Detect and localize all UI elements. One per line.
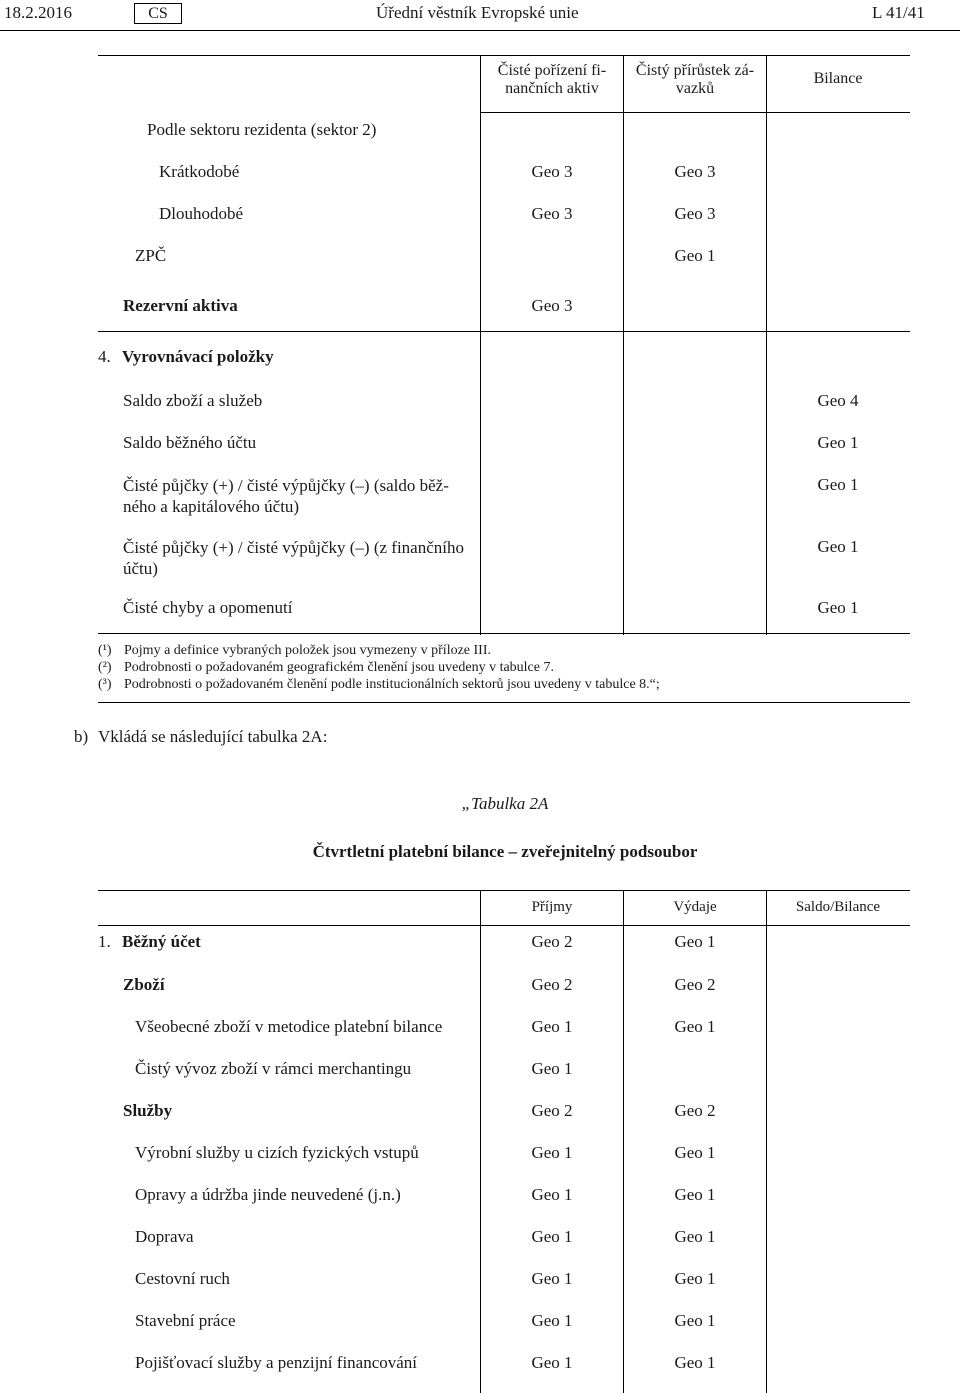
section-rule	[98, 331, 910, 332]
cell-value: Geo 1	[817, 433, 859, 452]
cell-value: Geo 2	[674, 975, 716, 994]
row-label: Pojišťovací služby a penzijní financování	[135, 1353, 418, 1372]
cell-value: Geo 1	[531, 1269, 573, 1288]
cell-value: Geo 2	[531, 1101, 573, 1120]
cell-value: Geo 1	[674, 1353, 716, 1372]
header-underline	[98, 925, 910, 926]
column-header-receipts: Příjmy	[531, 899, 573, 915]
table-top-rule	[98, 55, 910, 56]
column-header-liabilities: Čistý přírůstek zá- vazků	[635, 62, 755, 97]
cell-value: Geo 1	[674, 1017, 716, 1036]
cell-value: Geo 1	[817, 475, 859, 494]
footnote-mark: (³)	[98, 677, 112, 692]
row-label: Cestovní ruch	[135, 1269, 230, 1288]
table-label: „Tabulka 2A	[461, 794, 549, 813]
cell-value: Geo 3	[674, 162, 716, 181]
row-label-bold: Zboží	[123, 975, 165, 994]
language-badge: CS	[134, 3, 182, 24]
instruction-text: Vkládá se následující tabulka 2A:	[98, 727, 328, 746]
cell-value: Geo 1	[674, 1185, 716, 1204]
footnote-mark: (²)	[98, 660, 112, 675]
cell-value: Geo 1	[817, 537, 859, 556]
cell-value: Geo 2	[531, 932, 573, 951]
footnote-text: Podrobnosti o požadovaném geografickém členění jsou uvedeny v tabulce 7.	[124, 660, 554, 675]
row-label: Krátkodobé	[159, 162, 240, 181]
row-label: Opravy a údržba jinde neuvedené (j.n.)	[135, 1185, 401, 1204]
cell-value: Geo 1	[674, 1269, 716, 1288]
row-label: Všeobecné zboží v metodice platební bilance	[135, 1017, 443, 1036]
cell-value: Geo 2	[674, 1101, 716, 1120]
cell-value: Geo 1	[674, 1311, 716, 1330]
column-divider	[623, 55, 624, 635]
cell-value: Geo 1	[674, 932, 716, 951]
row-label-bold: Rezervní aktiva	[123, 296, 238, 315]
page-number: L 41/41	[872, 3, 925, 22]
section-title: Vyrovnávací položky	[122, 347, 274, 366]
section-number: 4.	[98, 347, 111, 366]
row-label-bold: Služby	[123, 1101, 173, 1120]
column-header-acquisition: Čisté pořízení fi- nančních aktiv	[497, 62, 607, 97]
cell-value: Geo 1	[817, 598, 859, 617]
instruction-marker: b)	[74, 727, 89, 746]
row-label: Saldo zboží a služeb	[123, 391, 263, 410]
header-date: 18.2.2016	[4, 3, 72, 22]
row-label: Stavební práce	[135, 1311, 236, 1330]
cell-value: Geo 4	[817, 391, 859, 410]
row-label: Doprava	[135, 1227, 194, 1246]
column-divider	[480, 55, 481, 635]
table-top-rule	[98, 890, 910, 891]
row-label: Dlouhodobé	[159, 204, 244, 223]
cell-value: Geo 1	[531, 1059, 573, 1078]
cell-value: Geo 3	[674, 204, 716, 223]
table-bottom-rule	[98, 633, 910, 634]
journal-title: Úřední věstník Evropské unie	[376, 3, 579, 22]
cell-value: Geo 1	[531, 1143, 573, 1162]
cell-value: Geo 1	[531, 1185, 573, 1204]
header-underline	[480, 112, 910, 113]
cell-value: Geo 1	[531, 1311, 573, 1330]
cell-value: Geo 1	[674, 246, 716, 265]
footnote-mark: (¹)	[98, 643, 112, 658]
footnote-text: Pojmy a definice vybraných položek jsou vymezeny v příloze III.	[124, 643, 491, 658]
cell-value: Geo 3	[531, 296, 573, 315]
footnote-text: Podrobnosti o požadovaném členění podle institucionálních sektorů jsou uvedeny v tabulce 8.“;	[124, 677, 660, 692]
row-label: Saldo běžného účtu	[123, 433, 257, 452]
section-number: 1.	[98, 932, 111, 951]
table-title: Čtvrtletní platební bilance – zveřejnitelný podsoubor	[312, 842, 698, 861]
row-label: ZPČ	[135, 246, 167, 265]
footnotes-rule	[98, 702, 910, 703]
row-label: Výrobní služby u cizích fyzických vstupů	[135, 1143, 419, 1162]
row-label-multiline: Čisté půjčky (+) / čisté výpůjčky (–) (z finančního účtu)	[123, 538, 464, 578]
column-header-balance: Saldo/Bilance	[795, 899, 881, 915]
column-header-balance: Bilance	[813, 70, 863, 87]
header-rule	[0, 30, 960, 31]
cell-value: Geo 1	[531, 1227, 573, 1246]
cell-value: Geo 1	[674, 1143, 716, 1162]
column-divider	[766, 890, 767, 1393]
cell-value: Geo 3	[531, 162, 573, 181]
cell-value: Geo 1	[674, 1227, 716, 1246]
row-label: Čistý vývoz zboží v rámci merchantingu	[135, 1059, 412, 1078]
cell-value: Geo 1	[531, 1353, 573, 1372]
section-title: Běžný účet	[122, 932, 201, 951]
row-label-multiline: Čisté půjčky (+) / čisté výpůjčky (–) (saldo běž- ného a kapitálového účtu)	[123, 476, 449, 516]
cell-value: Geo 2	[531, 975, 573, 994]
cell-value: Geo 3	[531, 204, 573, 223]
column-header-payments: Výdaje	[673, 899, 717, 915]
cell-value: Geo 1	[531, 1017, 573, 1036]
row-label: Podle sektoru rezidenta (sektor 2)	[147, 120, 377, 139]
row-label: Čisté chyby a opomenutí	[123, 598, 293, 617]
